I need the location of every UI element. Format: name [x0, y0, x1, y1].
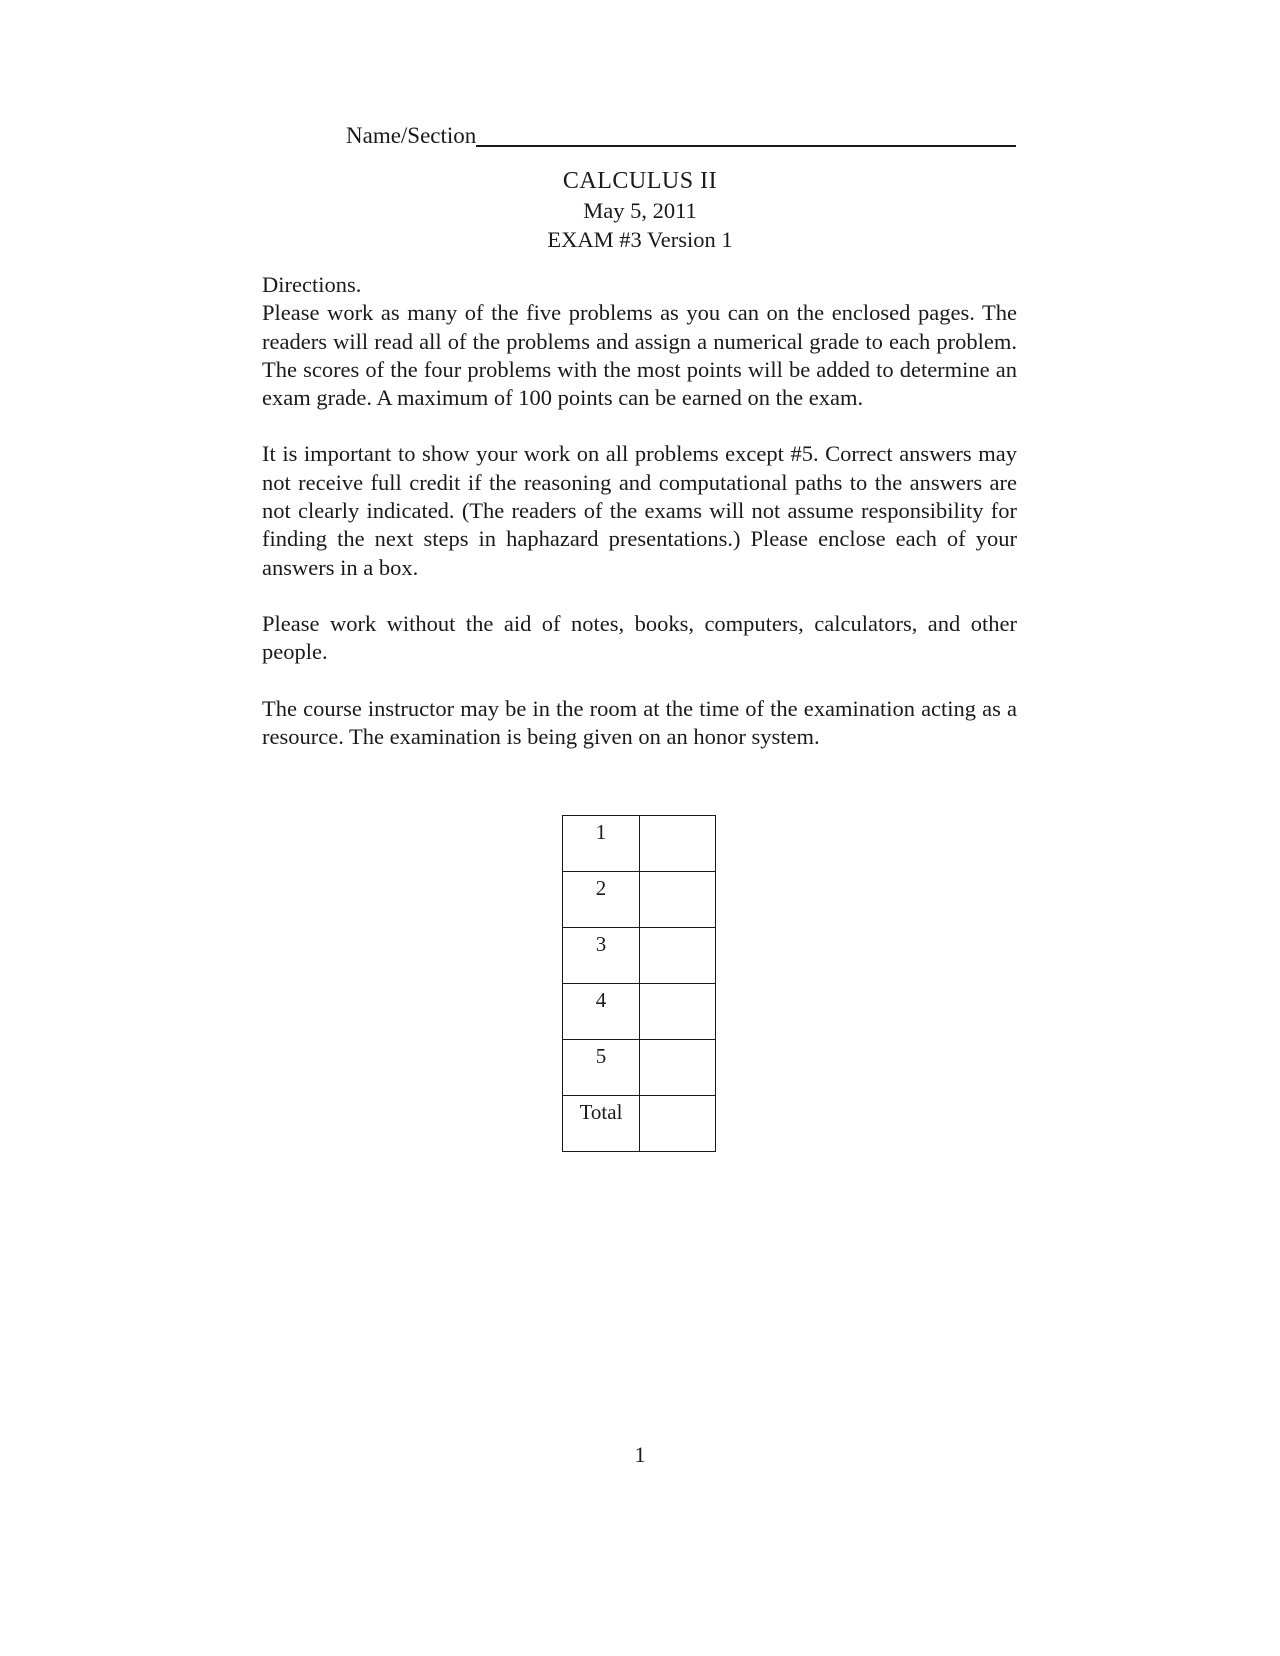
directions-paragraph: It is important to show your work on all problems except #5. Correct answers may not receive full credit if the reasoning and computational paths to the answers are not clearly indicated. (The readers of the exams will not assume responsibility for finding the next steps in haphazard presentations.) Please enclose each of your answers in a box.: [262, 441, 1017, 580]
score-row: [563, 1040, 716, 1096]
score-entry-cell[interactable]: [640, 872, 716, 928]
exam-date: May 5, 2011: [583, 198, 697, 223]
exam-version: EXAM #3 Version 1: [547, 227, 733, 252]
directions-block: [262, 271, 1017, 779]
page-number: 1: [634, 1442, 646, 1467]
score-row: [563, 928, 716, 984]
score-table: [562, 815, 716, 1152]
name-section-blank-line[interactable]: [476, 121, 1016, 147]
directions-title: Directions.: [262, 272, 362, 297]
score-entry-cell[interactable]: [640, 816, 716, 872]
total-entry-cell[interactable]: [640, 1096, 716, 1152]
directions-paragraph: Please work without the aid of notes, books, computers, calculators, and other people.: [262, 610, 1017, 665]
total-row: [563, 1096, 716, 1152]
name-section-field[interactable]: [346, 119, 1016, 149]
score-entry-cell[interactable]: [640, 984, 716, 1040]
total-label-cell: Total: [563, 1096, 640, 1152]
directions-paragraph: The course instructor may be in the room at the time of the examination acting as a resource. The examination is being given on an honor system.: [262, 695, 1017, 749]
problem-number-cell: 5: [563, 1040, 640, 1096]
problem-number-cell: 2: [563, 872, 640, 928]
score-row: [563, 984, 716, 1040]
score-row: [563, 872, 716, 928]
exam-header: [440, 167, 840, 254]
name-section-label: Name/Section: [346, 123, 477, 148]
score-entry-cell[interactable]: [640, 928, 716, 984]
directions-paragraph: Please work as many of the five problems as you can on the enclosed pages. The readers will read all of the problems and assign a numerical grade to each problem. The scores of the four problems with the most points will be added to determine an exam grade. A maximum of 100 points can be earned on the exam.: [262, 300, 1017, 411]
course-title: CALCULUS II: [562, 168, 718, 194]
problem-number-cell: 4: [563, 984, 640, 1040]
problem-number-cell: 1: [563, 816, 640, 872]
score-entry-cell[interactable]: [640, 1040, 716, 1096]
problem-number-cell: 3: [563, 928, 640, 984]
score-row: [563, 816, 716, 872]
